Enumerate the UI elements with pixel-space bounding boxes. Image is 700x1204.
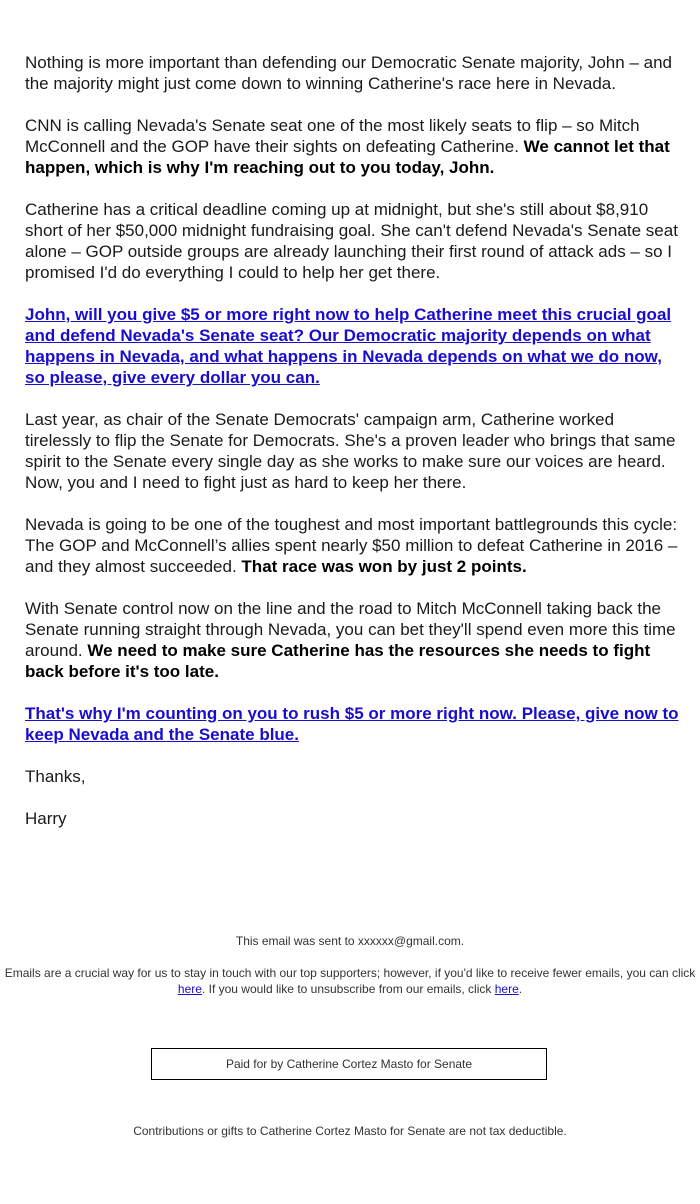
unsubscribe-suffix: . [518,982,523,996]
paragraph-deadline: Catherine has a critical deadline coming up at midnight, but she's still about $8,910 short of her $50,000 midnight fundraising goal. She can't defend Nevada's Senate seat alone – GOP outside groups are already launching their first round of attack ads – so I promised I'd do everything I could to help her get there. [25,200,678,282]
sent-to-suffix: . [460,934,465,948]
paragraph-cta-2 [25,703,680,745]
sent-to-email: xxxxxx@gmail.com [357,934,461,948]
paid-for-box: Paid for by Catherine Cortez Masto for Senate [151,1048,547,1080]
fewer-emails-text: Emails are a crucial way for us to stay in touch with our top supporters; however, if you'd like to receive fewer emails, you can click [4,966,696,980]
unsubscribe-text: . If you would like to unsubscribe from our emails, click [201,982,495,996]
preferences-line [0,965,700,997]
donate-link-1[interactable]: John, will you give $5 or more right now to help Catherine meet this crucial goal and defend Nevada's Senate seat? Our Democratic majority depends on what happens in Nevada, and what happens in Nevada depends on what we do now, so please, give every dollar you can. [25,305,672,387]
email-body [25,52,680,850]
unsubscribe-link[interactable]: here [494,982,519,996]
paragraph-battleground-text: Nevada is going to be one of the toughest and most important battlegrounds this cycle: The GOP and McConnell’s allies spent nearly $50 million to defeat Catherine in 2016 – and they almost succeeded. [25,515,678,576]
paragraph-last-year: Last year, as chair of the Senate Democrats' campaign arm, Catherine worked tirelessly to flip the Senate for Democrats. She's a proven leader who brings that same spirit to the Senate every single day as she works to make sure our voices are heard. Now, you and I need to fight just as hard to keep her there. [25,410,676,492]
paragraph-intro: Nothing is more important than defending our Democratic Senate majority, John – and the majority might just come down to winning Catherine's race here in Nevada. [25,53,672,93]
sent-to-prefix: This email was sent to [235,934,358,948]
paragraph-senate-control-text: With Senate control now on the line and the road to Mitch McConnell taking back the Senate running straight through Nevada, you can bet they'll spend even more this time around. [25,599,676,660]
paragraph-cnn [25,115,680,178]
tax-disclaimer: Contributions or gifts to Catherine Cortez Masto for Senate are not tax deductible. [133,1124,567,1138]
paragraph-cnn-bold: We cannot let that happen, which is why I'm reaching out to you today, John. [25,137,670,177]
paragraph-battleground [25,514,680,577]
paragraph-senate-control-bold: We need to make sure Catherine has the resources she needs to fight back before it's too late. [25,641,651,681]
email-footer [0,933,700,997]
paragraph-cta-1 [25,304,680,388]
sent-to-line [0,933,700,949]
donate-link-2[interactable]: That's why I'm counting on you to rush $5 or more right now. Please, give now to keep Nevada and the Senate blue. [25,704,679,744]
paragraph-battleground-bold: That race was won by just 2 points. [241,557,527,576]
fewer-emails-link[interactable]: here [177,982,202,996]
paragraph-cnn-text: CNN is calling Nevada's Senate seat one of the most likely seats to flip – so Mitch McConnell and the GOP have their sights on defeating Catherine. [25,116,640,156]
paragraph-senate-control [25,598,680,682]
signoff: Thanks, [25,767,86,786]
signature: Harry [25,809,67,828]
